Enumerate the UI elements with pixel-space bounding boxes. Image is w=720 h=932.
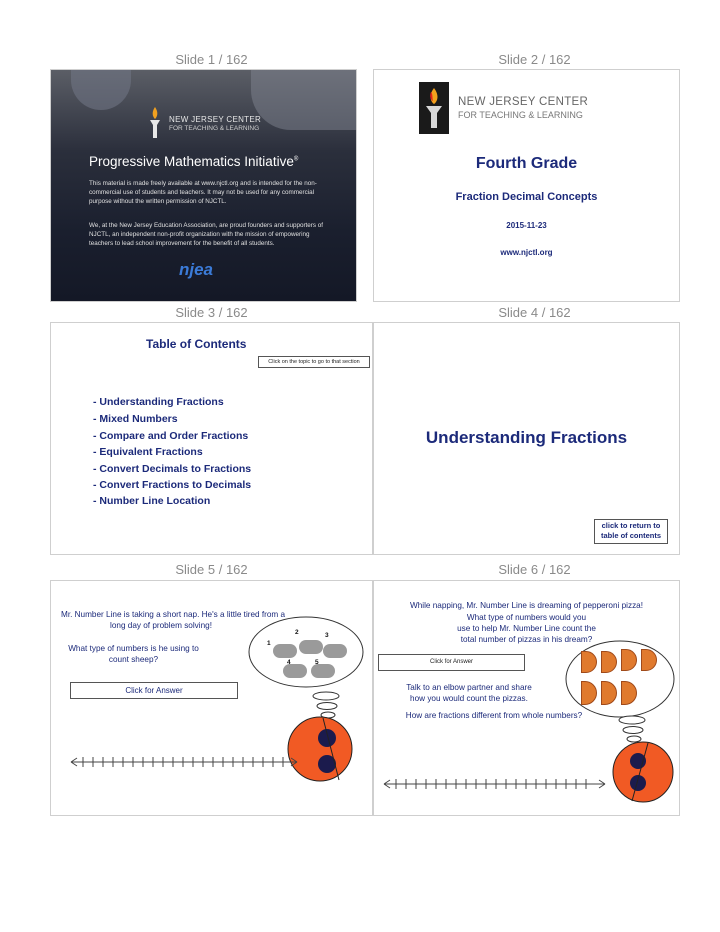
pizza-slice-icon — [581, 681, 597, 705]
pizza-group — [579, 649, 663, 711]
pizza-slice-icon — [601, 651, 617, 673]
comparison-question: How are fractions different from whole numbers? — [405, 711, 583, 720]
slide-title: Progressive Mathematics Initiative® — [89, 154, 299, 169]
number-line — [69, 751, 299, 773]
sheep-number: 1 — [267, 640, 271, 647]
pizza-slice-icon — [601, 681, 617, 705]
sheep-group — [261, 626, 356, 681]
slide-title: Table of Contents — [146, 337, 247, 351]
number-line — [382, 773, 607, 795]
intro-line2: long day of problem solving! — [110, 621, 212, 630]
discussion-text — [384, 682, 554, 704]
slide-4 — [373, 322, 680, 555]
sheep-number: 5 — [315, 659, 319, 666]
intro-text — [61, 609, 286, 631]
slide-6 — [373, 580, 680, 816]
slide-label: Slide 6 / 162 — [498, 562, 571, 577]
slide-title: Understanding Fractions — [425, 428, 628, 447]
click-for-answer-button[interactable]: Click for Answer — [378, 654, 525, 671]
logo-text-line2: FOR TEACHING & LEARNING — [458, 110, 583, 120]
question-text — [61, 643, 206, 665]
question-line2: count sheep? — [108, 655, 159, 664]
sheep-icon — [311, 664, 335, 678]
slide-label: Slide 1 / 162 — [175, 52, 248, 67]
slide-5 — [50, 580, 373, 816]
question-line3: total number of pizzas in his dream? — [460, 635, 593, 644]
pizza-slice-icon — [641, 649, 657, 671]
sheep-number: 2 — [295, 629, 299, 636]
torch-logo-icon — [419, 82, 449, 134]
slide-label: Slide 4 / 162 — [498, 305, 571, 320]
pizza-slice-icon — [621, 649, 637, 671]
sheep-icon — [323, 644, 347, 658]
sheep-icon — [299, 640, 323, 654]
slide-2 — [373, 69, 680, 302]
return-line1: click to return to — [601, 521, 661, 530]
toc-item-fractions-to-decimals[interactable]: - Convert Fractions to Decimals — [93, 479, 252, 491]
pizza-slice-icon — [581, 651, 597, 673]
torch-logo-icon — [146, 105, 164, 141]
slide-label: Slide 3 / 162 — [175, 305, 248, 320]
slide-label: Slide 5 / 162 — [175, 562, 248, 577]
question-line1: What type of numbers is he using to — [68, 644, 199, 653]
sheep-icon — [283, 664, 307, 678]
return-to-toc-button[interactable] — [594, 519, 668, 544]
question-line2: use to help Mr. Number Line count the — [457, 624, 596, 633]
mission-paragraph: We, at the New Jersey Education Association, are proud founders and supporters of NJCTL, an independent non-profit organization with the mission of empowering teachers to lead school improvement for the benefit of all students. — [89, 222, 324, 247]
toc-item-compare-order[interactable]: - Compare and Order Fractions — [93, 430, 249, 442]
toc-item-number-line-location[interactable]: - Number Line Location — [93, 495, 211, 507]
dream-text: While napping, Mr. Number Line is dreaming of pepperoni pizza! — [409, 601, 643, 610]
toc-hint-box: Click on the topic to go to that section — [258, 356, 370, 368]
sheep-icon — [273, 644, 297, 658]
slide-1 — [50, 69, 357, 302]
logo-text-line1: NEW JERSEY CENTER — [458, 96, 589, 108]
intro-paragraph: This material is made freely available at www.njctl.org and is intended for the non-commercial use of students and teachers. It may not be used for any commercial purpose without the written permission of NJCTL. — [89, 180, 317, 205]
date-text: 2015-11-23 — [506, 221, 547, 230]
click-for-answer-button[interactable]: Click for Answer — [70, 682, 238, 699]
discussion-line2: how you would count the pizzas. — [410, 694, 528, 703]
toc-item-equivalent-fractions[interactable]: - Equivalent Fractions — [93, 446, 203, 458]
return-line2: table of contents — [600, 531, 661, 540]
njea-logo: njea — [179, 260, 214, 279]
logo-text-line2: FOR TEACHING & LEARNING — [169, 125, 260, 132]
slide-title: Fourth Grade — [475, 155, 578, 172]
website-link[interactable]: www.njctl.org — [500, 248, 553, 257]
photo-shape — [251, 70, 356, 130]
intro-line1: Mr. Number Line is taking a short nap. He's a little tired from a — [61, 610, 286, 619]
toc-item-decimals-to-fractions[interactable]: - Convert Decimals to Fractions — [93, 463, 252, 475]
logo-text-line1: NEW JERSEY CENTER — [169, 115, 262, 124]
slide-3 — [50, 322, 373, 555]
slide-label: Slide 2 / 162 — [498, 52, 571, 67]
pizza-slice-icon — [621, 681, 637, 705]
registered-mark: ® — [293, 156, 299, 163]
discussion-line1: Talk to an elbow partner and share — [406, 683, 532, 692]
sheep-number: 4 — [287, 659, 291, 666]
sheep-number: 3 — [325, 632, 329, 639]
toc-item-understanding-fractions[interactable]: - Understanding Fractions — [93, 396, 224, 408]
question-line1: What type of numbers would you — [466, 613, 587, 622]
slide-subtitle: Fraction Decimal Concepts — [455, 191, 598, 203]
toc-item-mixed-numbers[interactable]: - Mixed Numbers — [93, 413, 178, 425]
mr-number-line-character — [612, 741, 674, 803]
